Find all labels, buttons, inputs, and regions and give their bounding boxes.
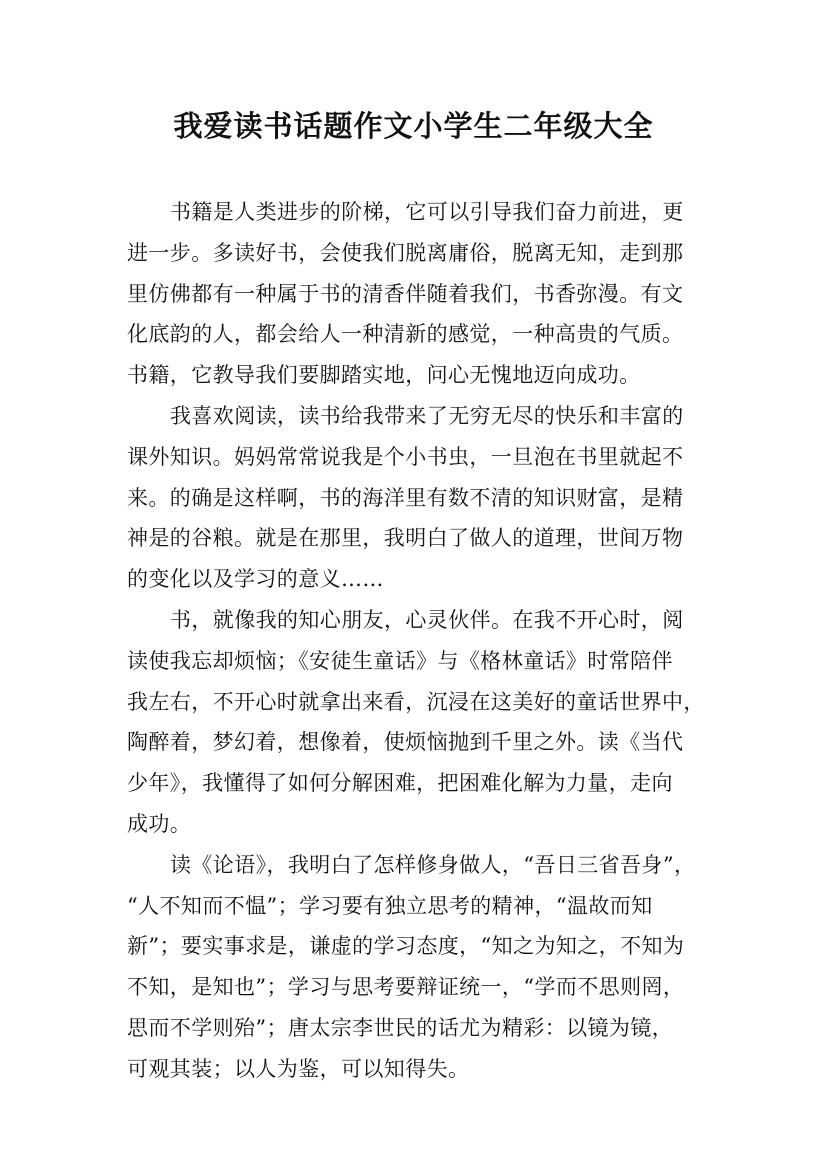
paragraph-4-line-2: “人不知而不愠”；学习要有独立思考的精神，“温故而知 — [127, 893, 653, 918]
paragraph-1-line-5: 书籍，它教导我们要脚踏实地，问心无愧地迈向成功。 — [127, 363, 641, 388]
paragraph-2-line-3: 来。的确是这样啊，书的海洋里有数不清的知识财富，是精 — [127, 485, 684, 510]
paragraph-3-line-2: 读使我忘却烦恼；《安徒生童话》与《格林童话》时常陪伴 — [127, 648, 673, 673]
paragraph-2-line-5: 的变化以及学习的意义…… — [127, 567, 384, 592]
paragraph-3-line-5: 少年》，我懂得了如何分解困难，把困难化解为力量，走向 — [127, 771, 673, 796]
paragraph-1-line-3: 里仿佛都有一种属于书的清香伴随着我们，书香弥漫。有文 — [127, 281, 684, 306]
paragraph-3-line-3: 我左右，不开心时就拿出来看，沉浸在这美好的童话世界中， — [127, 689, 705, 714]
paragraph-1-line-1: 书籍是人类进步的阶梯，它可以引导我们奋力前进，更 — [170, 200, 684, 224]
paragraph-1-line-4: 化底韵的人，都会给人一种清新的感觉，一种高贵的气质。 — [127, 322, 684, 347]
paragraph-3-line-6: 成功。 — [127, 811, 192, 836]
paragraph-4-line-1: 读《论语》，我明白了怎样修身做人，“吾日三省吾身”， — [170, 852, 696, 877]
paragraph-4-line-3: 新”；要实事求是，谦虚的学习态度，“知之为知之，不知为 — [127, 934, 685, 959]
paragraph-4-line-4: 不知，是知也”；学习与思考要辩证统一，“学而不思则罔， — [127, 975, 685, 1000]
paragraph-3-line-4: 陶醉着，梦幻着，想像着，使烦恼抛到千里之外。读《当代 — [127, 730, 684, 755]
paragraph-2-line-1: 我喜欢阅读，读书给我带来了无穷无尽的快乐和丰富的 — [170, 403, 684, 428]
paragraph-4-line-6: 可观其装；以人为鉴，可以知得失。 — [127, 1056, 470, 1081]
paragraph-2-line-2: 课外知识。妈妈常常说我是个小书虫，一旦泡在书里就起不 — [127, 444, 684, 469]
paragraph-1-line-2: 进一步。多读好书，会使我们脱离庸俗，脱离无知，走到那 — [127, 240, 684, 265]
paragraph-3-line-1: 书，就像我的知心朋友，心灵伙伴。在我不开心时，阅 — [170, 607, 684, 632]
document-body — [127, 192, 717, 1090]
document-title: 我爱读书话题作文小学生二年级大全 — [173, 109, 654, 143]
paragraph-2-line-4: 神是的谷粮。就是在那里，我明白了做人的道理，世间万物 — [127, 526, 684, 551]
paragraph-4-line-5: 思而不学则殆”；唐太宗李世民的话尤为精彩：以镜为镜， — [127, 1015, 674, 1040]
